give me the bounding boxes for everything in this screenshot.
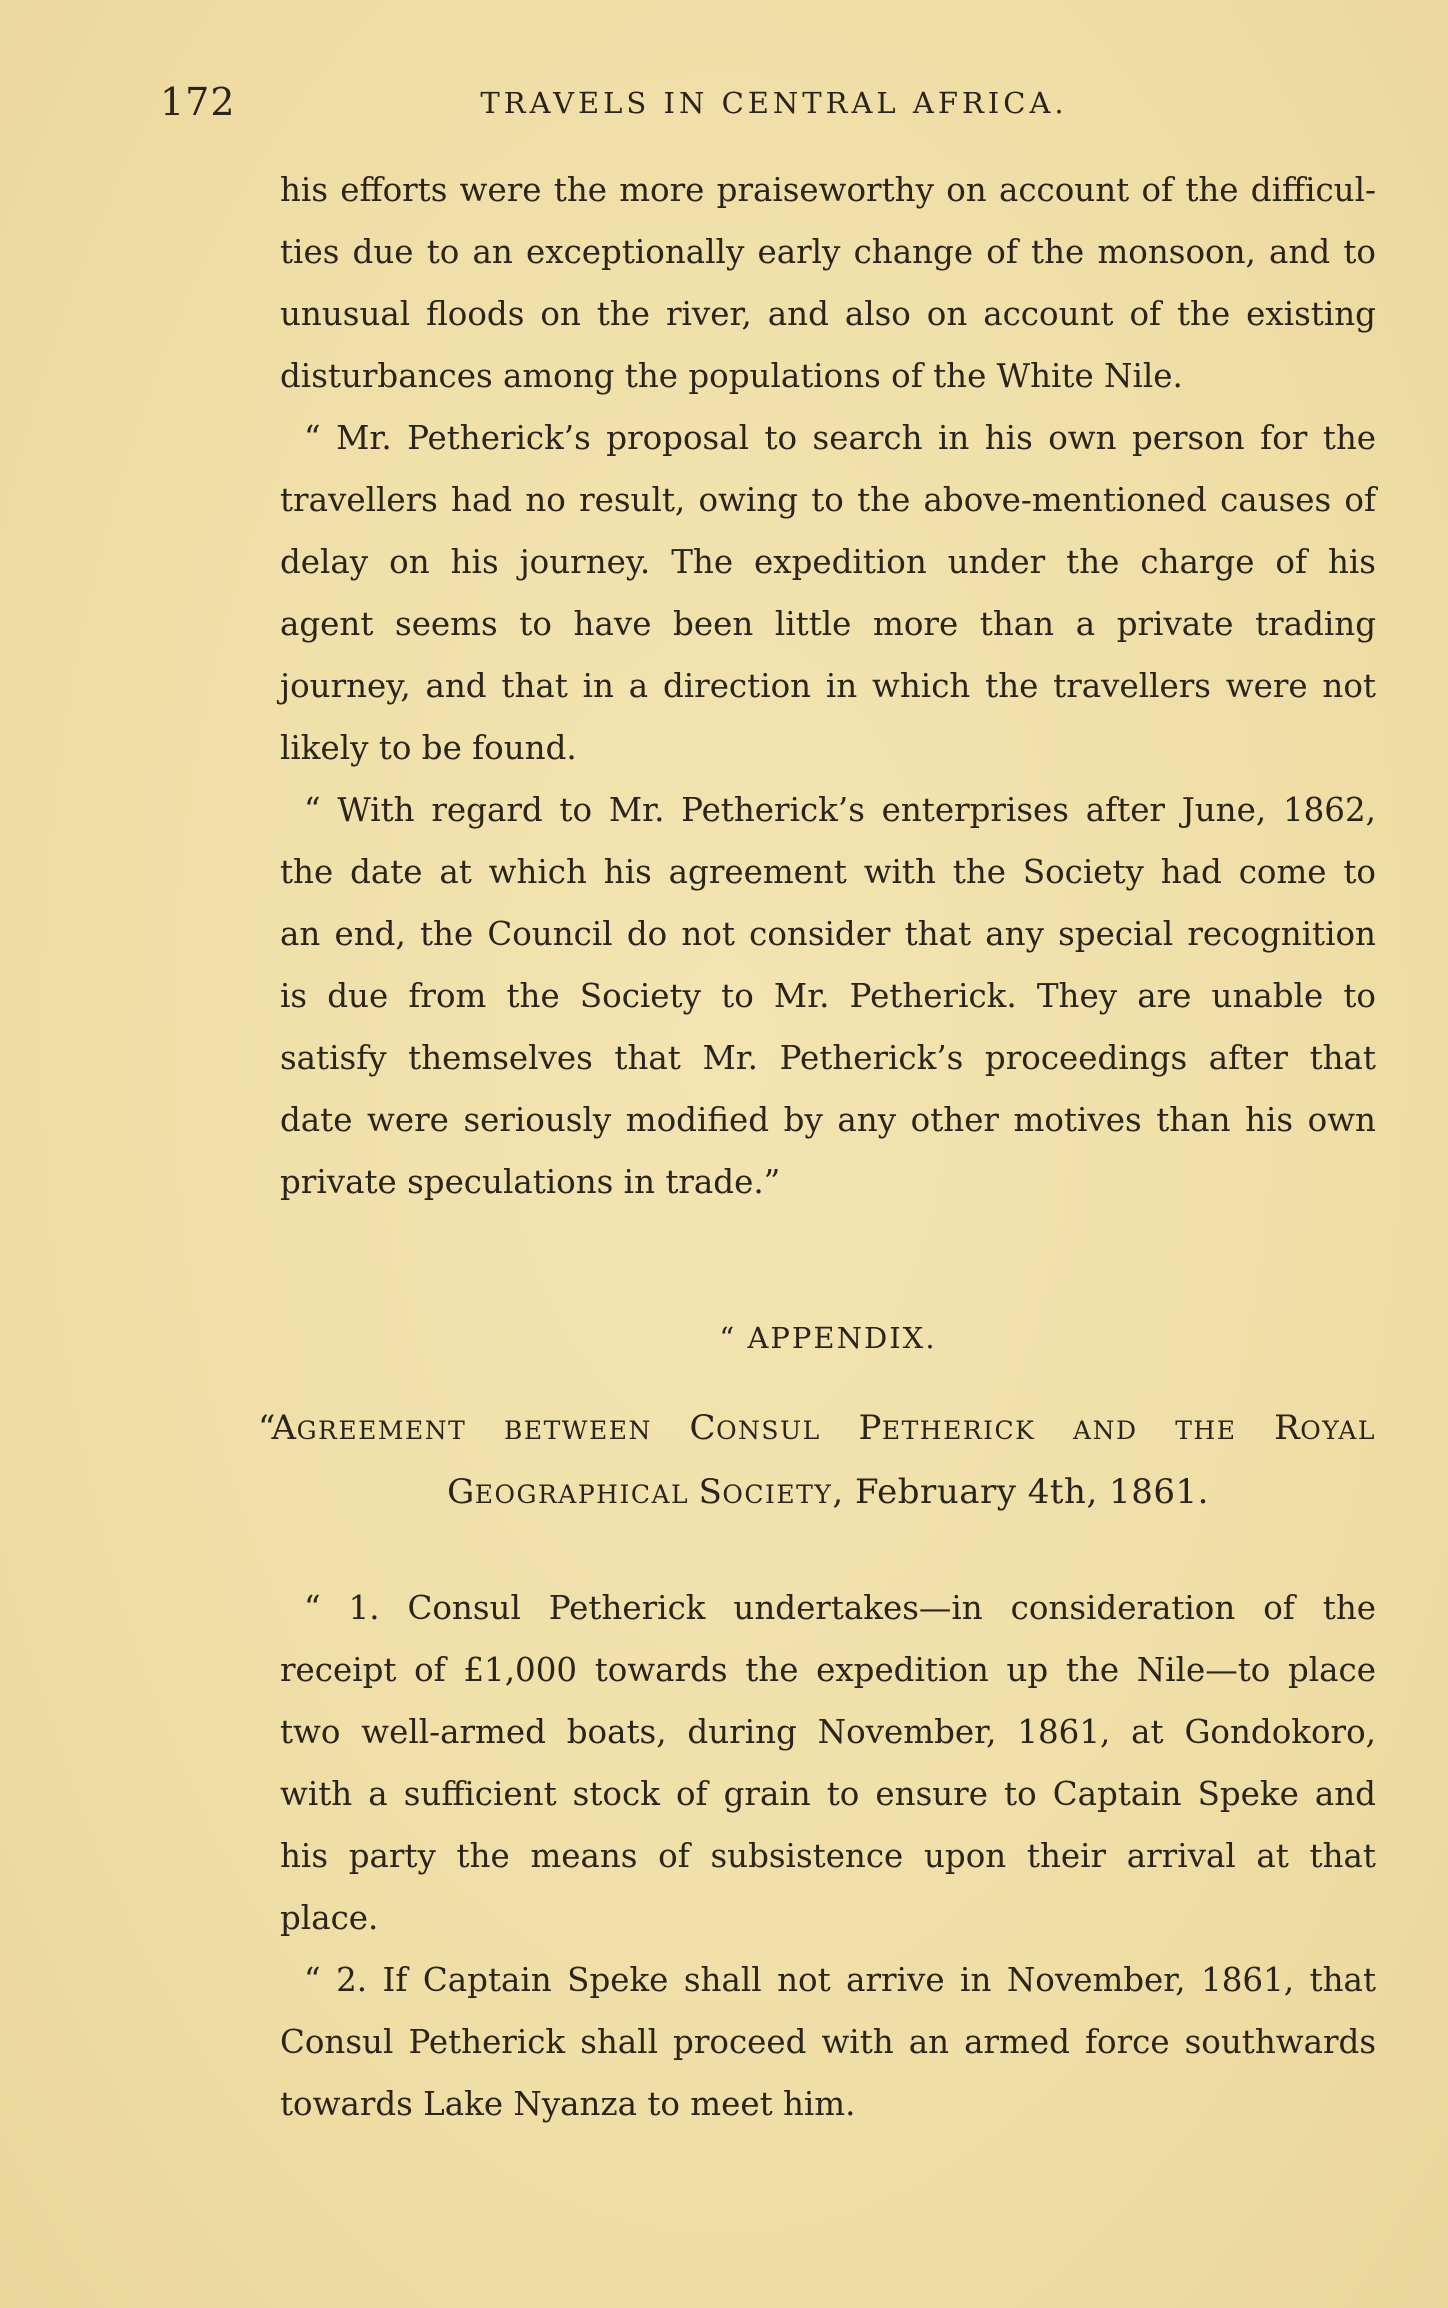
heading-quote: “ [258, 1408, 272, 1448]
body-line: “ Mr. Petherick’s proposal to search in his own person for the [304, 419, 1376, 457]
heading-initial: S [698, 1472, 723, 1512]
appendix-line: towards Lake Nyanza to meet him. [280, 2085, 856, 2123]
appendix-line: receipt of £1,000 towards the expedition up the Nile—to place [280, 1651, 1376, 1689]
body-line: unusual floods on the river, and also on account of the existing [280, 295, 1376, 333]
heading-smallcaps: OYAL [1300, 1416, 1376, 1445]
appendix-line: two well-armed boats, during November, 1861, at Gondokoro, [280, 1713, 1376, 1751]
agreement-heading-line [240, 1472, 1416, 1515]
body-line: an end, the Council do not consider that any special recognition [280, 915, 1376, 953]
heading-initial: C [689, 1408, 717, 1448]
body-line: private speculations in trade.” [280, 1163, 781, 1201]
body-line: travellers had no result, owing to the above-mentioned causes of [280, 481, 1376, 519]
appendix-line: “ 2. If Captain Speke shall not arrive in November, 1861, that [304, 1961, 1376, 1999]
appendix-line: place. [280, 1899, 379, 1937]
body-line: likely to be found. [280, 729, 577, 767]
heading-initial: R [1274, 1408, 1301, 1448]
heading-initial: G [447, 1472, 475, 1512]
heading-smallcaps: ETHERICK AND THE [881, 1416, 1275, 1445]
appendix-line: with a sufficient stock of grain to ensure to Captain Speke and [280, 1775, 1376, 1813]
heading-smallcaps: ONSUL [716, 1416, 859, 1445]
heading-initial: P [858, 1408, 882, 1448]
body-line: satisfy themselves that Mr. Petherick’s proceedings after that [280, 1039, 1376, 1077]
body-line: agent seems to have been little more than a private trading [280, 605, 1376, 643]
body-line: ties due to an exceptionally early change of the monsoon, and to [280, 233, 1376, 271]
heading-smallcaps: GREEMENT BETWEEN [296, 1416, 690, 1445]
body-line: date were seriously modified by any other motives than his own [280, 1101, 1376, 1139]
agreement-heading-line [258, 1408, 1376, 1451]
body-line: his efforts were the more praiseworthy on account of the difficul- [280, 171, 1376, 209]
heading-smallcaps: OCIETY [722, 1480, 833, 1509]
page-number: 172 [160, 80, 236, 124]
appendix-line: his party the means of subsistence upon their arrival at that [280, 1837, 1376, 1875]
body-line: disturbances among the populations of the White Nile. [280, 357, 1183, 395]
body-line: delay on his journey. The expedition under the charge of his [280, 543, 1376, 581]
running-head: TRAVELS IN CENTRAL AFRICA. [480, 86, 1068, 120]
appendix-line: Consul Petherick shall proceed with an armed force southwards [280, 2023, 1376, 2061]
heading-smallcaps: EOGRAPHICAL [474, 1480, 699, 1509]
body-line: “ With regard to Mr. Petherick’s enterprises after June, 1862, [304, 791, 1376, 829]
body-line: the date at which his agreement with the Society had come to [280, 853, 1376, 891]
heading-date: , February 4th, 1861. [832, 1472, 1209, 1512]
page-header [160, 80, 1388, 130]
heading-initial: A [271, 1408, 297, 1448]
appendix-line: “ 1. Consul Petherick undertakes—in consideration of the [304, 1589, 1376, 1627]
appendix-title: “ APPENDIX. [719, 1321, 937, 1355]
body-line: is due from the Society to Mr. Petherick. They are unable to [280, 977, 1376, 1015]
body-line: journey, and that in a direction in which the travellers were not [280, 667, 1376, 705]
